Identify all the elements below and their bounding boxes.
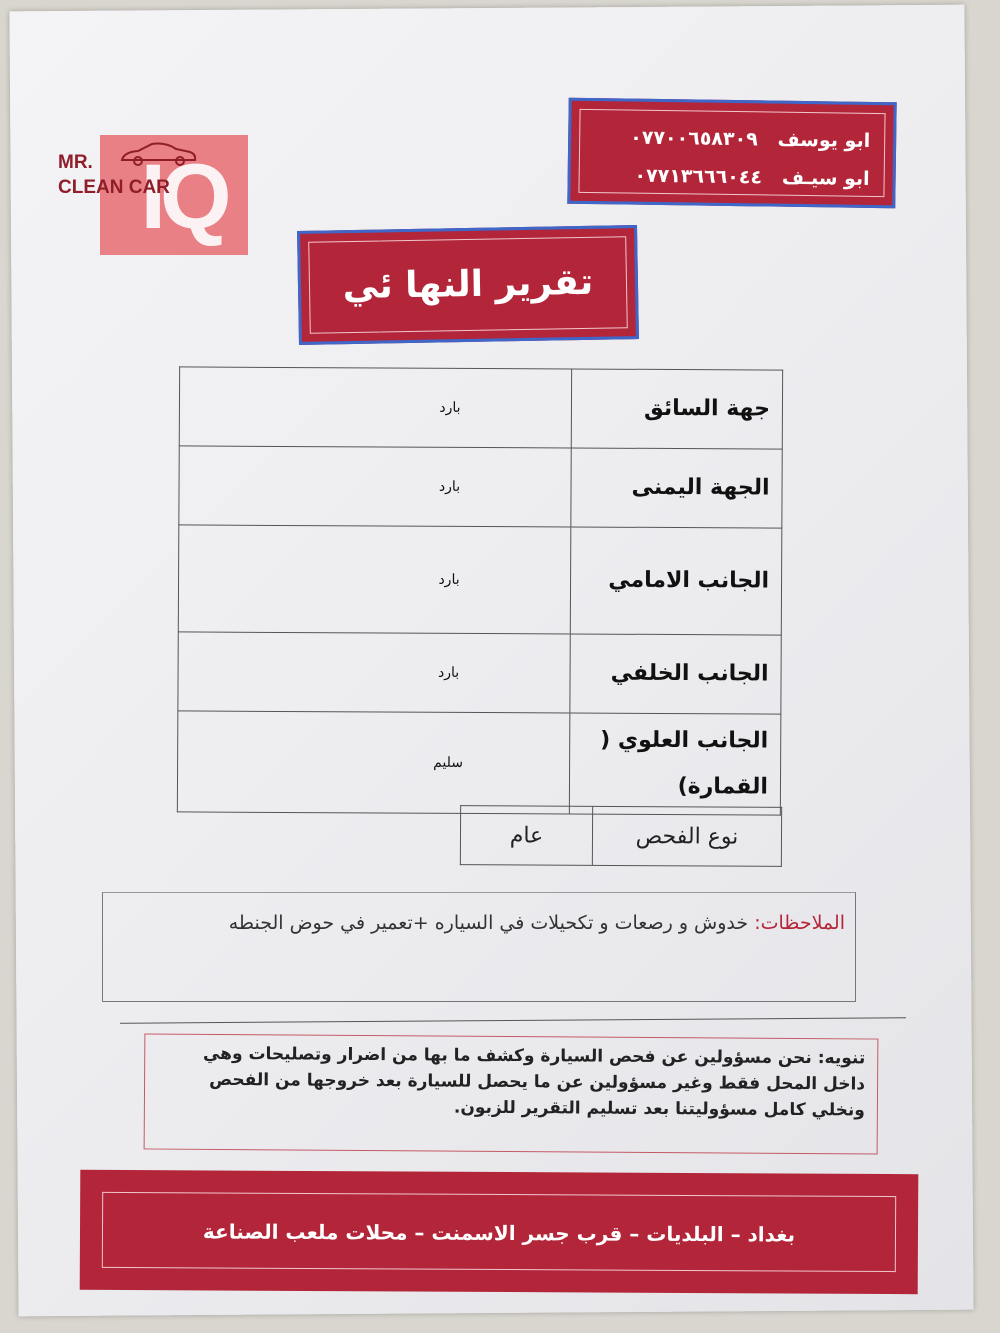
contact-name: ابو يوسف	[777, 128, 871, 152]
contact-name: ابو سيـف	[781, 166, 870, 190]
row-label: الجانب الامامي	[570, 527, 782, 635]
table-row	[178, 632, 781, 714]
contact-phone: ٠٧٧١٣٦٦٦٠٤٤	[634, 164, 763, 189]
row-label: الجانب العلوي ( القمارة)	[569, 713, 781, 815]
table-row	[179, 367, 782, 449]
footer-banner	[80, 1170, 919, 1294]
contact-list	[578, 109, 885, 197]
row-label: الجانب الخلفي	[570, 634, 781, 714]
table-row	[460, 806, 781, 867]
inspection-table	[177, 366, 783, 815]
contact-row	[594, 118, 871, 160]
table-row	[177, 711, 781, 815]
row-value: بارد	[179, 446, 571, 527]
footer-address: بغداد – البلديات – قرب جسر الاسمنت – محلات ملعب الصناعة	[102, 1192, 896, 1272]
notes-label: الملاحظات:	[754, 912, 845, 934]
inspection-type-label: نوع الفحص	[592, 806, 781, 866]
inspection-type-table	[460, 805, 782, 867]
notes-box	[102, 892, 856, 1002]
contact-row	[593, 156, 870, 198]
contact-box	[567, 98, 896, 209]
contact-phone: ٠٧٧٠٠٦٥٨٣٠٩	[630, 126, 758, 151]
logo-text	[58, 150, 170, 200]
row-value: بارد	[179, 367, 571, 448]
row-value: بارد	[178, 525, 571, 634]
row-value: سليم	[177, 711, 570, 814]
logo-watermark-iq: IQ	[140, 146, 226, 248]
inspection-type-value: عام	[460, 806, 592, 866]
row-label: الجهة اليمنى	[571, 448, 782, 528]
page-title: تقرير النها ئي	[308, 236, 628, 334]
row-label: جهة السائق	[571, 369, 782, 449]
logo-line-1: MR.	[58, 152, 93, 173]
table-row	[178, 525, 782, 635]
row-value: بارد	[178, 632, 570, 713]
notes-text: خدوش و رصعات و تكحيلات في السياره +تعمير في حوض الجنطه	[228, 912, 749, 934]
table-row	[179, 446, 782, 528]
warning-notice: تنويه: نحن مسؤولين عن فحص السيارة وكشف ما بها من اضرار وتصليحات وهي داخل المحل فقط وغير مسؤولين عن ما يحصل للسيارة بعد خروجها من الفحص ونخلي كامل مسؤوليتنا بعد تسليم التقرير للزبون.	[144, 1033, 879, 1154]
logo-line-2: CLEAN CAR	[58, 177, 170, 198]
title-box	[297, 225, 639, 345]
